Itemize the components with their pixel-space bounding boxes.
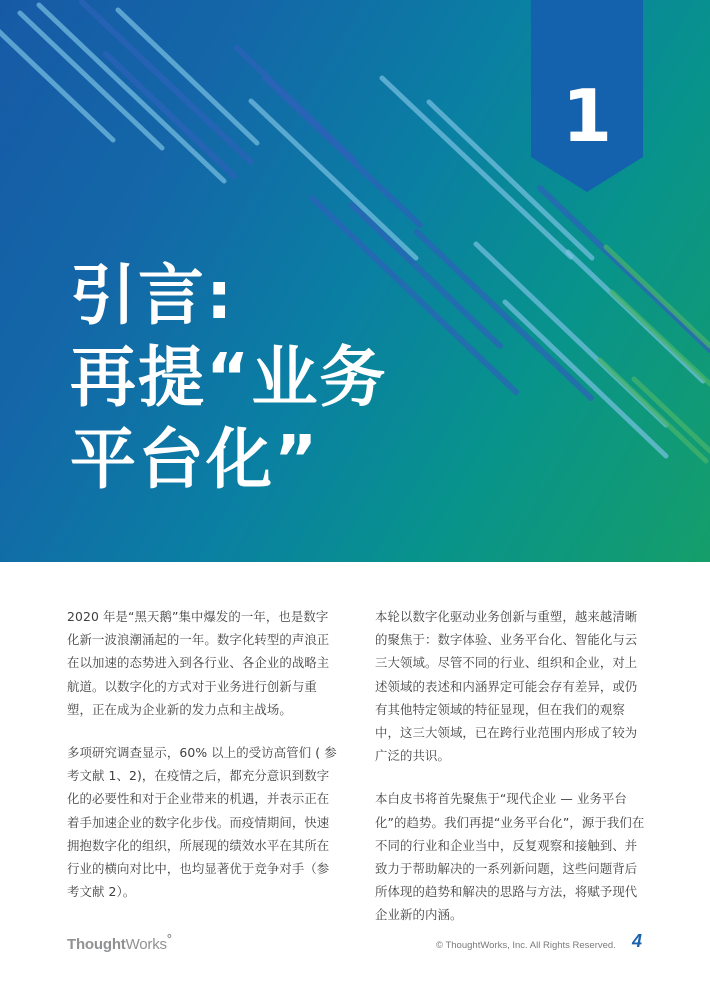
right-column [375, 605, 645, 947]
thoughtworks-logo [67, 932, 172, 953]
left-paragraph-1: 2020 年是“黑天鹅”集中爆发的一年，也是数字化新一波浪潮涌起的一年。数字化转型的声浪正在以加速的态势进入到各行业、各企业的战略主航道。以数字化的方式对于业务进行创新与重塑，正在成为企业新的发力点和主战场。 [67, 609, 330, 717]
logo-text-regular: Works [125, 936, 167, 953]
right-paragraph-2: 本白皮书将首先聚焦于“现代企业 — 业务平台化”的趋势。我们再提“业务平台化”，源于我们在不同的行业和企业当中，反复观察和接触到、并致力于帮助解决的一系列新问题，这些问题背后所体现的趋势和解决的思路与方法，将赋予现代企业新的内涵。 [375, 791, 645, 923]
logo-text-bold: Thought [67, 936, 126, 953]
chapter-title-line-2: 再提“业务 [70, 339, 388, 416]
stripe [265, 78, 420, 225]
chapter-title-line-3: 平台化” [70, 421, 320, 498]
chapter-badge [531, 0, 643, 192]
body-text [67, 605, 647, 923]
left-column [67, 605, 337, 923]
right-paragraph-1: 本轮以数字化驱动业务创新与重塑，越来越清晰的聚焦于：数字体验、业务平台化、智能化与云三大领域。尽管不同的行业、组织和企业，对上述领域的表述和内涵界定可能会存有差异，或仍有其他特定领域的特征显现，但在我们的观察中，这三大领域，已在跨行业范围内形成了较为广泛的共识。 [375, 609, 638, 764]
chapter-title-line-1: 引言: [70, 257, 235, 334]
stripe-group-green [600, 247, 710, 461]
stripe [0, 23, 113, 140]
page-footer [0, 924, 710, 968]
logo-mark: ° [166, 932, 172, 946]
chapter-number: 1 [561, 74, 613, 158]
stripe [634, 379, 710, 451]
stripe [606, 247, 710, 346]
stripe [251, 101, 416, 258]
chapter-title [70, 255, 590, 501]
left-paragraph-2: 多项研究调查显示，60% 以上的受访高管们 ( 参考文献 1、2)，在疫情之后，都充分意识到数字化的必要性和对于企业带来的机遇，并表示正在着手加速企业的数字化步伐。而疫情期间，快速拥抱数字化的组织，所展现的绩效水平在其所在行业的横向对比中，也均显著优于竞争对手（参考文献 2）。 [67, 745, 337, 900]
copyright-text: © ThoughtWorks, Inc. All Rights Reserved. [436, 940, 616, 951]
page-number: 4 [632, 931, 643, 951]
